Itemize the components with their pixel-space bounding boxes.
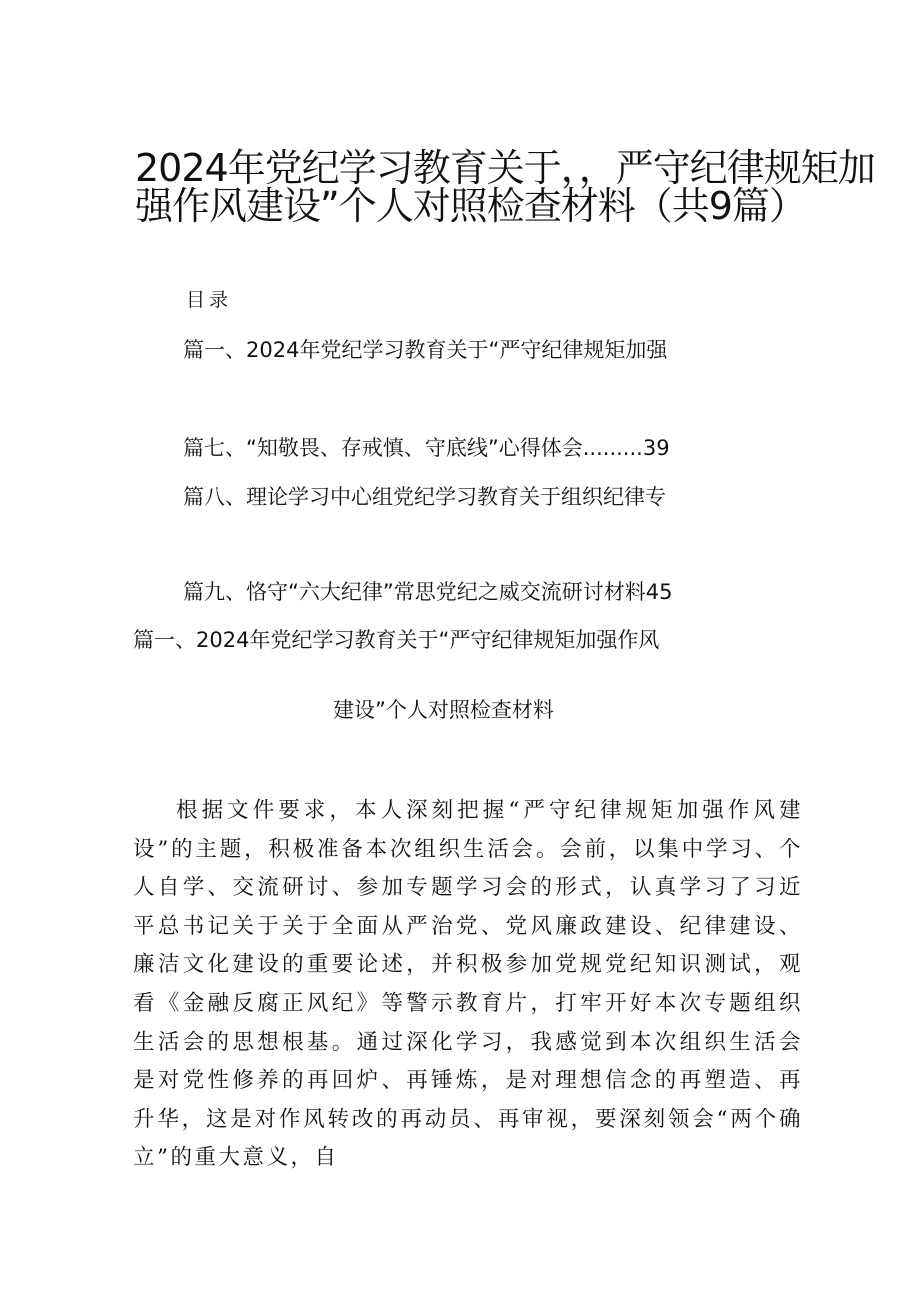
toc-item-9[interactable]: 篇九、恪守“六大纪律”常思党纪之威交流研讨材料45: [183, 580, 673, 604]
toc-item-1[interactable]: 篇一、2024年党纪学习教育关于“严守纪律规矩加强: [183, 338, 668, 362]
toc-item-8[interactable]: 篇八、理论学习中心组党纪学习教育关于组织纪律专: [183, 485, 666, 509]
document-title-line-2: 强作风建设”个人对照检查材料（共9篇）: [135, 184, 806, 228]
section-title-line-1: 篇一、2024年党纪学习教育关于“严守纪律规矩加强作风: [133, 628, 660, 652]
toc-item-7[interactable]: 篇七、“知敬畏、存戒慎、守底线”心得体会.........39: [183, 436, 670, 460]
document-title-line-1: 2024年党纪学习教育关于，，严守纪律规矩加: [135, 146, 875, 190]
toc-heading: 目录: [186, 289, 233, 311]
section-title-line-2: 建设”个人对照检查材料: [333, 698, 554, 722]
body-paragraph: 根据文件要求，本人深刻把握“严守纪律规矩加强作风建设”的主题，积极准备本次组织生活会。会前，以集中学习、个人自学、交流研讨、参加专题学习会的形式，认真学习了习近平总书记关于关于全面从严治党、党风廉政建设、纪律建设、廉洁文化建设的重要论述，并积极参加党规党纪知识测试，观看《金融反腐正风纪》等警示教育片，打牢开好本次专题组织生活会的思想根基。通过深化学习，我感觉到本次组织生活会是对党性修养的再回炉、再锤炼，是对理想信念的再塑造、再升华，这是对作风转改的再动员、再审视，要深刻领会“两个确立”的重大意义，自: [133, 798, 803, 1171]
